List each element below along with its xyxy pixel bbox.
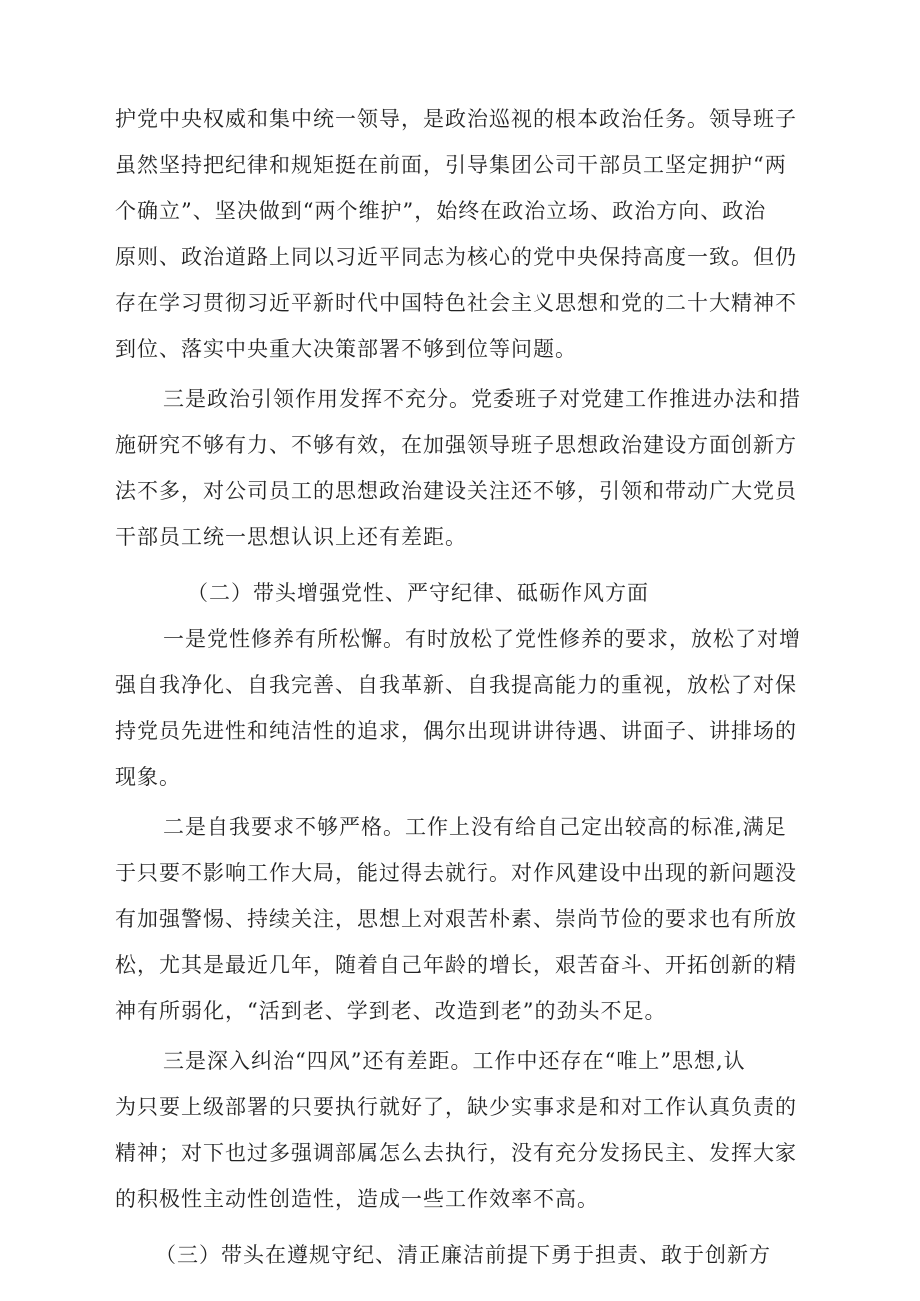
paragraph-line: 虽然坚持把纪律和规矩挺在前面，引导集团公司干部员工坚定拥护“两: [115, 153, 787, 177]
section-heading: （三）带头在遵规守纪、清正廉洁前提下勇于担责、敢于创新方: [155, 1243, 771, 1267]
paragraph-line: 有加强警惕、持续关注，思想上对艰苦朴素、崇尚节俭的要求也有所放: [115, 907, 797, 931]
paragraph-line: 三是政治引领作用发挥不充分。党委班子对党建工作推进办法和措: [163, 387, 801, 411]
paragraph-line: 法不多，对公司员工的思想政治建设关注还不够，引领和带动广大党员: [115, 479, 797, 503]
paragraph-line: 于只要不影响工作大局，能过得去就行。对作风建设中出现的新问题没: [115, 861, 797, 885]
paragraph-line: 存在学习贯彻习近平新时代中国特色社会主义思想和党的二十大精神不: [115, 291, 797, 315]
section-heading: （二）带头增强党性、严守纪律、砥砺作风方面: [187, 581, 649, 605]
paragraph-line: 为只要上级部署的只要执行就好了，缺少实事求是和对工作认真负责的: [115, 1095, 797, 1119]
paragraph-line: 个确立”、坚决做到“两个维护”，始终在政治立场、政治方向、政治: [115, 199, 767, 223]
document-body: [115, 96, 835, 1278]
paragraph-line: 精神；对下也过多强调部属怎么去执行，没有充分发扬民主、发挥大家: [115, 1141, 797, 1165]
paragraph-line: 施研究不够有力、不够有效，在加强领导班子思想政治建设方面创新方: [115, 433, 797, 457]
paragraph-line: 的积极性主动性创造性，造成一些工作效率不高。: [115, 1187, 599, 1211]
paragraph-line: 三是深入纠治“四风”还有差距。工作中还存在“唯上”思想,认: [163, 1049, 746, 1073]
paragraph-line: 持党员先进性和纯洁性的追求，偶尔出现讲讲待遇、讲面子、讲排场的: [115, 719, 797, 743]
paragraph-line: 干部员工统一思想认识上还有差距。: [115, 525, 467, 549]
paragraph-line: 现象。: [115, 765, 181, 789]
paragraph-line: 松，尤其是最近几年，随着自己年龄的增长，艰苦奋斗、开拓创新的精: [115, 953, 797, 977]
paragraph-line: 二是自我要求不够严格。工作上没有给自己定出较高的标准,满足: [163, 815, 787, 839]
paragraph-line: 一是党性修养有所松懈。有时放松了党性修养的要求，放松了对增: [163, 627, 801, 651]
paragraph-line: 强自我净化、自我完善、自我革新、自我提高能力的重视，放松了对保: [115, 673, 797, 697]
paragraph-line: 原则、政治道路上同以习近平同志为核心的党中央保持高度一致。但仍: [115, 245, 797, 269]
paragraph-line: 神有所弱化，“活到老、学到老、改造到老”的劲头不足。: [115, 999, 667, 1023]
paragraph-line: 到位、落实中央重大决策部署不够到位等问题。: [115, 337, 577, 361]
paragraph-line: 护党中央权威和集中统一领导，是政治巡视的根本政治任务。领导班子: [115, 107, 797, 131]
